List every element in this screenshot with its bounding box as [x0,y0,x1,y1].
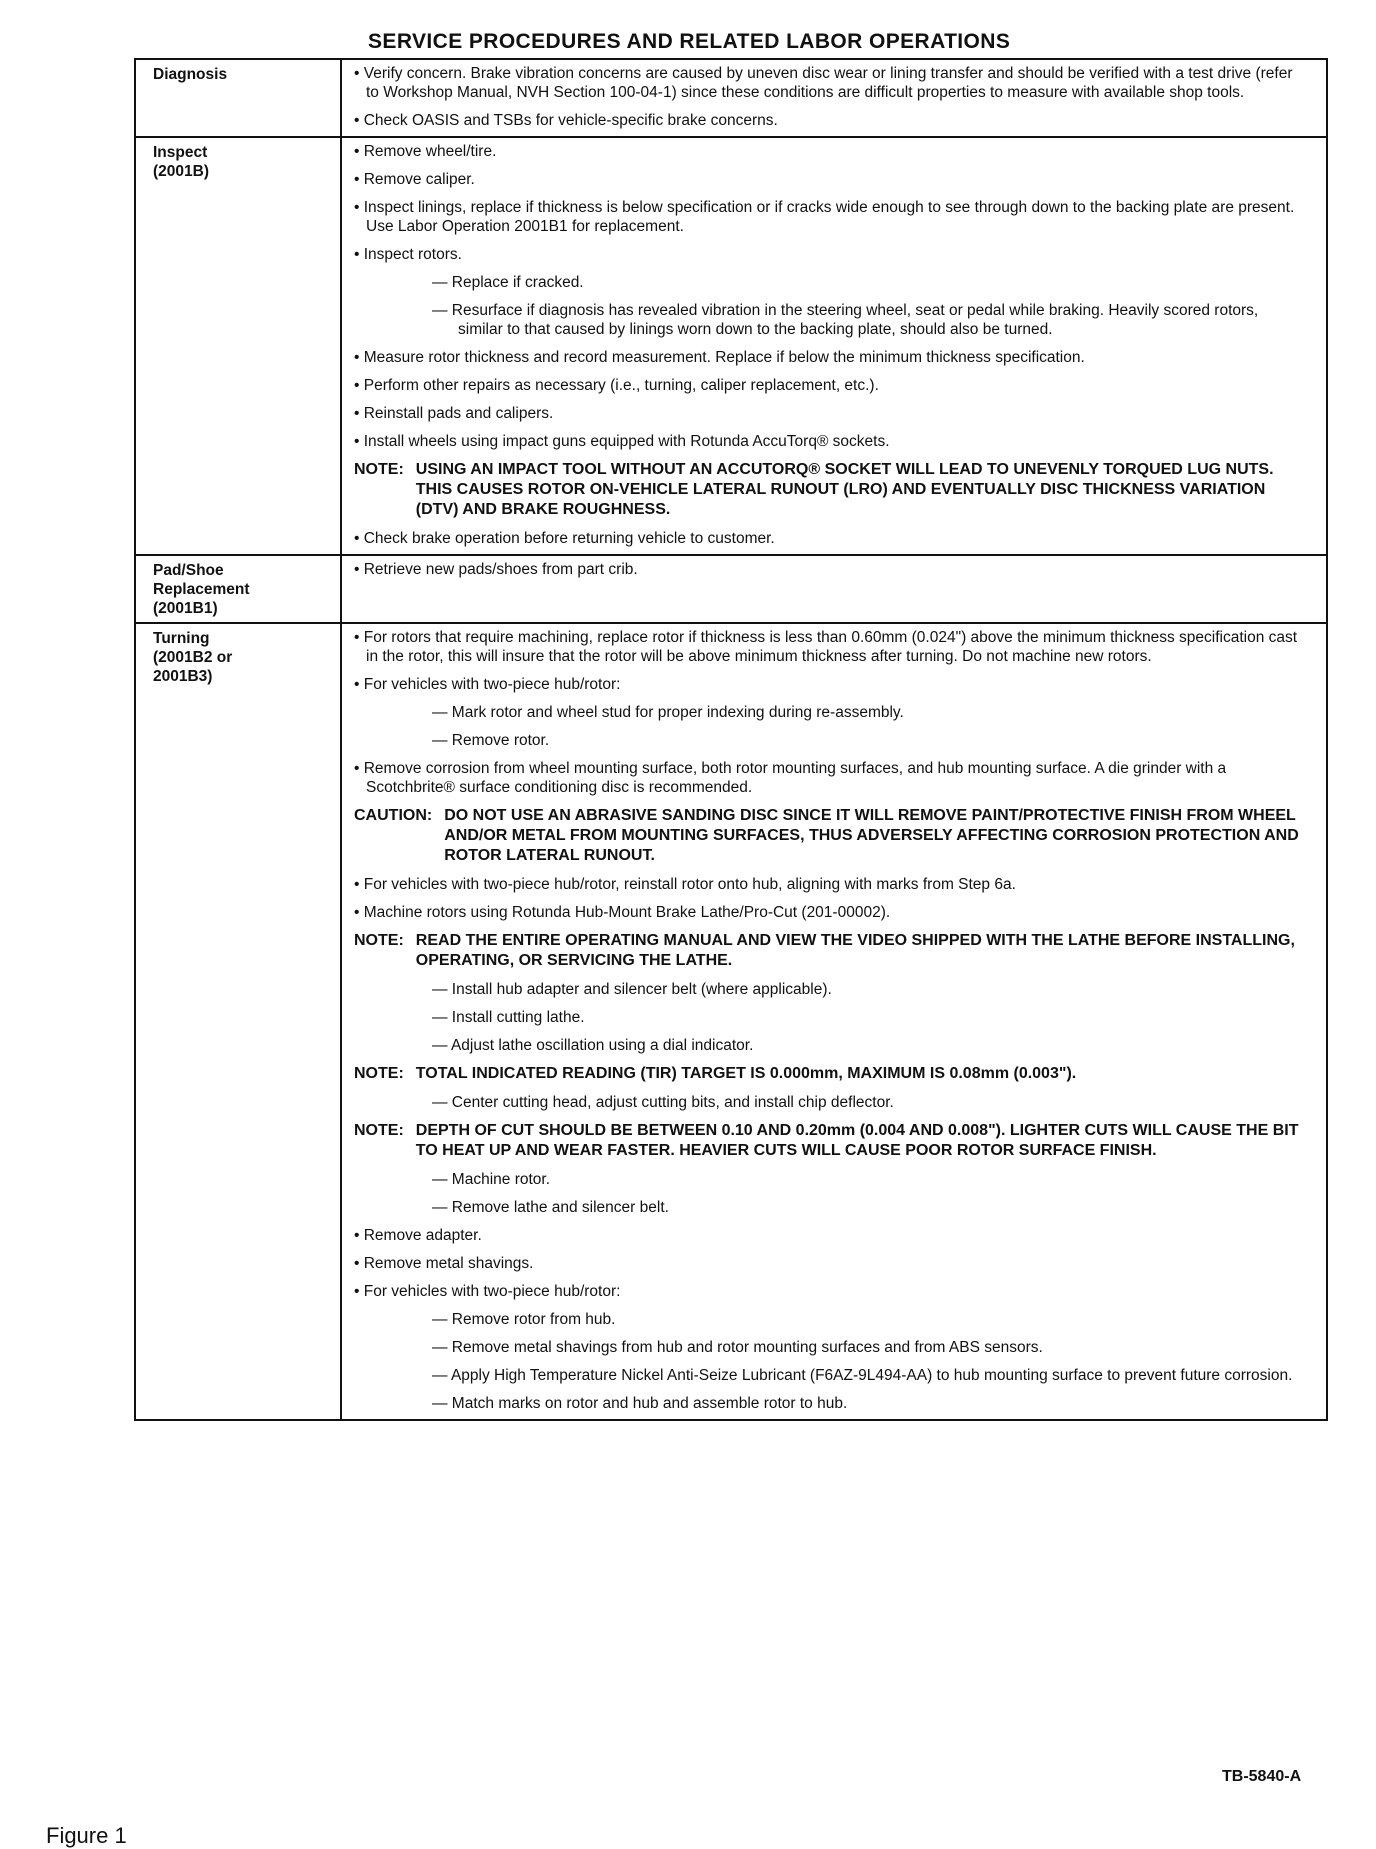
table-row [136,554,1326,622]
sub-step: — Remove lathe and silencer belt. [432,1199,669,1216]
sub-step: — Apply High Temperature Nickel Anti-Seize Lubricant (F6AZ-9L494-AA) to hub mounting surface to prevent future corrosion. [432,1367,1293,1384]
procedure-step: • For vehicles with two-piece hub/rotor, reinstall rotor onto hub, aligning with marks from Step 6a. [354,876,1016,893]
notice-text: DEPTH OF CUT SHOULD BE BETWEEN 0.10 AND 0.20mm (0.004 AND 0.008"). LIGHTER CUTS WILL CAUSE THE BIT TO HEAT UP AND WEAR FASTER. HEAVIER CUTS WILL CAUSE POOR ROTOR SURFACE FINISH. [415,1122,1299,1159]
notice-text: TOTAL INDICATED READING (TIR) TARGET IS 0.000mm, MAXIMUM IS 0.08mm (0.003"). [415,1065,1077,1082]
operation-label-line: Inspect [153,144,208,161]
procedure-step: • For rotors that require machining, replace rotor if thickness is less than 0.60mm (0.024") above the minimum thickness specification cast in the rotor, this will insure that the rotor will be above minimum thickness after turning. Do not machine new rotors. [354,629,1298,665]
operation-label-line: (2001B) [153,163,209,180]
procedure-step: • Remove corrosion from wheel mounting surface, both rotor mounting surfaces, and hub mounting surface. A die grinder with a Scotchbrite® surface conditioning disc is recommended. [354,760,1227,796]
sub-step: — Install hub adapter and silencer belt (where applicable). [432,981,832,998]
figure-caption: Figure 1 [46,1823,127,1848]
operation-label-line: 2001B3) [153,668,213,685]
sub-step: — Center cutting head, adjust cutting bits, and install chip deflector. [432,1094,894,1111]
operation-label-line: Diagnosis [153,66,228,83]
notice-tag: CAUTION: [354,807,433,824]
procedure-cell [342,556,1326,622]
procedure-step: • Inspect linings, replace if thickness is below specification or if cracks wide enough to see through down to the backing plate are present. Use Labor Operation 2001B1 for replacement. [354,199,1295,235]
procedure-step: • Reinstall pads and calipers. [354,405,554,422]
procedure-step: • Install wheels using impact guns equipped with Rotunda AccuTorq® sockets. [354,433,890,450]
procedure-step: • Verify concern. Brake vibration concerns are caused by uneven disc wear or lining transfer and should be verified with a test drive (refer to Workshop Manual, NVH Section 100-04-1) since these conditions are difficult properties to measure with available shop tools. [354,65,1293,101]
operation-label-line: (2001B1) [153,600,218,617]
sub-step: — Remove rotor. [432,732,550,749]
operation-label-line: Turning [153,630,210,647]
procedure-step: • Check OASIS and TSBs for vehicle-specific brake concerns. [354,112,778,129]
sub-step: — Remove rotor from hub. [432,1311,616,1328]
procedure-step: • Remove wheel/tire. [354,143,497,160]
procedure-cell [342,624,1326,1419]
page-title: SERVICE PROCEDURES AND RELATED LABOR OPERATIONS [368,30,1011,53]
notice-text: READ THE ENTIRE OPERATING MANUAL AND VIEW THE VIDEO SHIPPED WITH THE LATHE BEFORE INSTALLING, OPERATING, OR SERVICING THE LATHE. [415,932,1295,969]
procedures-table [134,58,1328,1421]
sub-step: — Match marks on rotor and hub and assemble rotor to hub. [432,1395,848,1412]
document-code: TB-5840-A [1222,1768,1302,1785]
sub-step: — Resurface if diagnosis has revealed vibration in the steering wheel, seat or pedal while braking. Heavily scored rotors, similar to that caused by linings worn down to the backing plate, should also be turned. [432,302,1259,338]
operation-label-line: Pad/Shoe [153,562,224,579]
procedure-step: • For vehicles with two-piece hub/rotor: [354,1283,621,1300]
procedure-step: • For vehicles with two-piece hub/rotor: [354,676,621,693]
sub-step: — Adjust lathe oscillation using a dial indicator. [432,1037,754,1054]
procedure-cell [342,138,1326,554]
caution-notice [354,806,1306,866]
operation-label-line: Replacement [153,581,250,598]
note-notice [354,931,1306,971]
notice-text: USING AN IMPACT TOOL WITHOUT AN ACCUTORQ® SOCKET WILL LEAD TO UNEVENLY TORQUED LUG NUTS. THIS CAUSES ROTOR ON-VEHICLE LATERAL RUNOUT (LRO) AND EVENTUALLY DISC THICKNESS VARIATION (DTV) AND BRAKE ROUGHNESS. [415,461,1274,518]
procedure-cell [342,60,1326,136]
note-notice [354,1064,1306,1084]
notice-tag: NOTE: [354,1122,404,1139]
table-row [136,622,1326,1419]
procedure-step: • Remove caliper. [354,171,475,188]
sub-step: — Replace if cracked. [432,274,584,291]
table-row [136,136,1326,554]
notice-tag: NOTE: [354,1065,404,1082]
procedure-step: • Remove adapter. [354,1227,482,1244]
procedure-step: • Machine rotors using Rotunda Hub-Mount Brake Lathe/Pro-Cut (201-00002). [354,904,891,921]
note-notice [354,460,1306,520]
procedure-step: • Retrieve new pads/shoes from part crib. [354,561,638,578]
operation-label-cell [136,624,342,1419]
notice-tag: NOTE: [354,461,404,478]
sub-step: — Install cutting lathe. [432,1009,585,1026]
procedure-step: • Perform other repairs as necessary (i.e., turning, caliper replacement, etc.). [354,377,879,394]
procedure-step: • Check brake operation before returning vehicle to customer. [354,530,775,547]
operation-label-line: (2001B2 or [153,649,233,666]
sub-step: — Machine rotor. [432,1171,551,1188]
sub-step: — Remove metal shavings from hub and rotor mounting surfaces and from ABS sensors. [432,1339,1043,1356]
operation-label-cell [136,138,342,554]
notice-tag: NOTE: [354,932,404,949]
note-notice [354,1121,1306,1161]
procedure-step: • Measure rotor thickness and record measurement. Replace if below the minimum thickness specification. [354,349,1085,366]
table-row [136,60,1326,136]
notice-text: DO NOT USE AN ABRASIVE SANDING DISC SINCE IT WILL REMOVE PAINT/PROTECTIVE FINISH FROM WHEEL AND/OR METAL FROM MOUNTING SURFACES, THUS ADVERSELY AFFECTING CORROSION PROTECTION AND ROTOR LATERAL RUNOUT. [444,807,1299,864]
procedure-step: • Inspect rotors. [354,246,462,263]
sub-step: — Mark rotor and wheel stud for proper indexing during re-assembly. [432,704,904,721]
procedure-step: • Remove metal shavings. [354,1255,534,1272]
operation-label-cell [136,556,342,622]
operation-label-cell [136,60,342,136]
